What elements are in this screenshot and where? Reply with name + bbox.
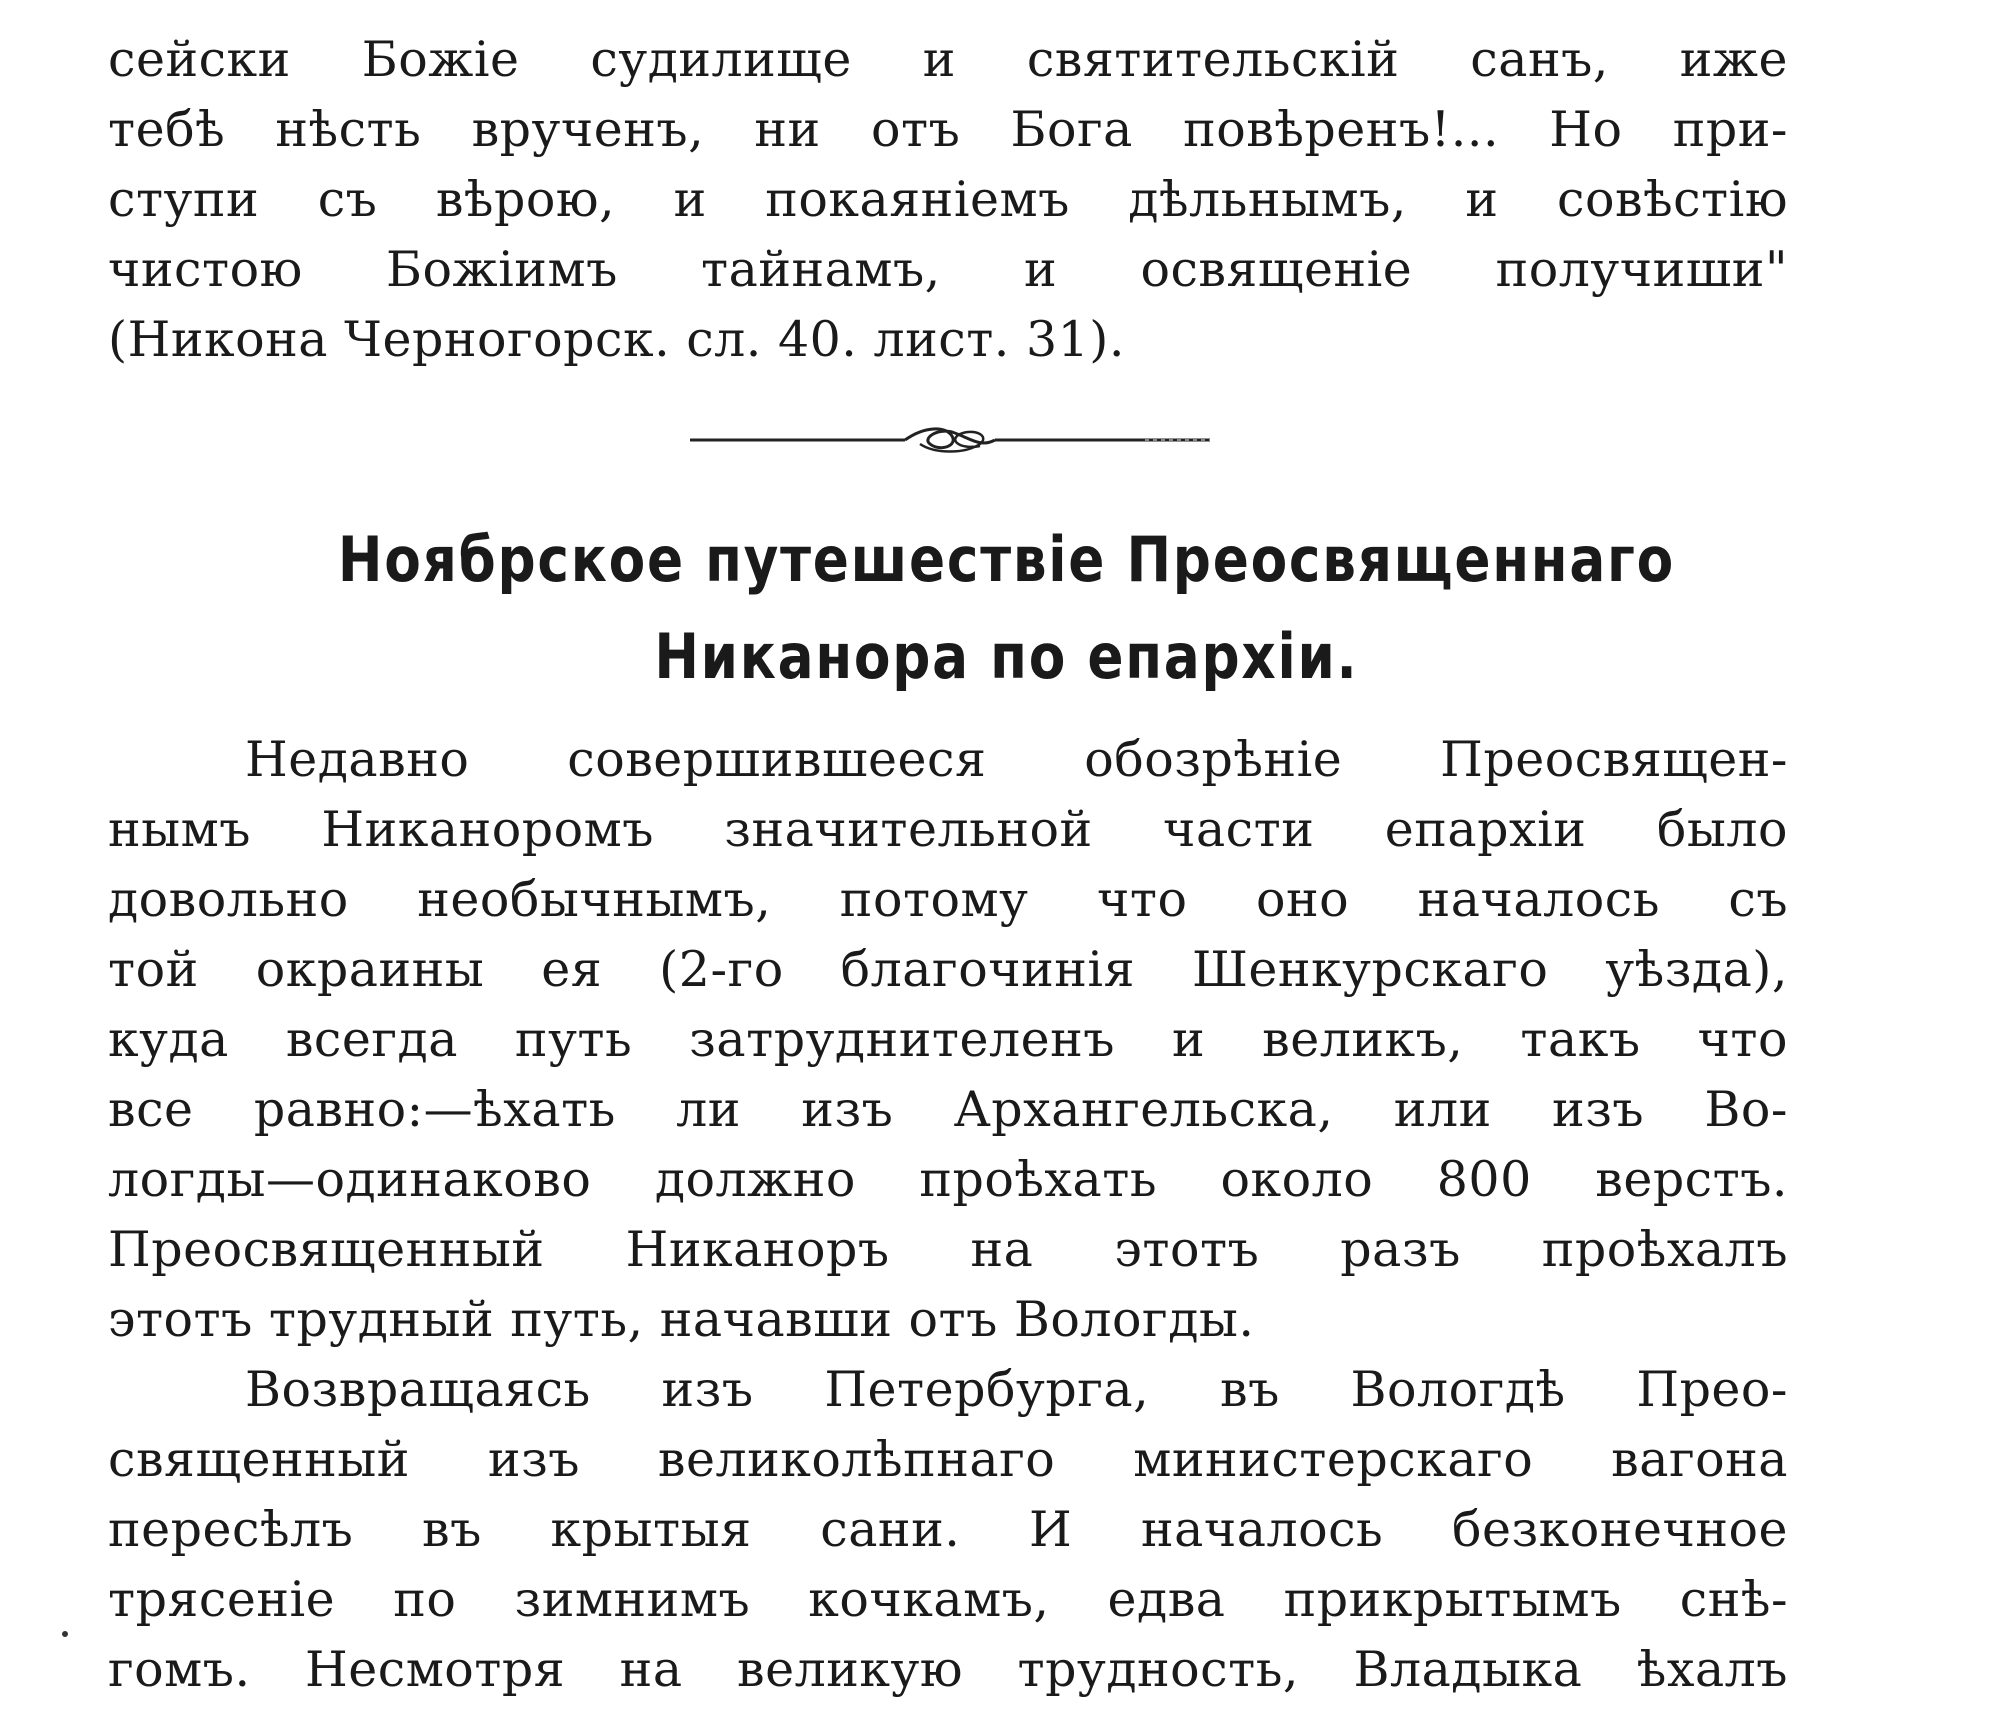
text-line: Недавно совершившееся обозрѣніе Преосвящен- xyxy=(245,731,1788,788)
article-title-line-1: Ноябрское путешествіе Преосвященнаго xyxy=(337,523,1675,596)
text-line: той окраины ея (2-го благочинія Шенкурскаго уѣзда), xyxy=(108,941,1788,998)
text-line: довольно необычнымъ, потому что оно началось съ xyxy=(108,871,1788,928)
text-line: все равно:—ѣхать ли изъ Архангельска, или изъ Во- xyxy=(108,1081,1788,1138)
article-title-line-2: Никанора по епархіи. xyxy=(654,620,1359,693)
text-line: Возвращаясь изъ Петербурга, въ Вологдѣ Прео- xyxy=(245,1361,1788,1418)
text-line: трясеніе по зимнимъ кочкамъ, едва прикрытымъ снѣ- xyxy=(108,1571,1788,1628)
text-line: куда всегда путь затруднителенъ и великъ, такъ что xyxy=(108,1011,1788,1068)
text-line: гомъ. Несмотря на великую трудность, Владыка ѣхалъ xyxy=(108,1641,1788,1698)
text-line: тебѣ нѣсть врученъ, ни отъ Бога повѣренъ!... Но при- xyxy=(108,101,1788,158)
ink-speck xyxy=(62,1631,68,1637)
divider-ornament xyxy=(690,418,1210,462)
text-line: пересѣлъ въ крытыя сани. И началось безконечное xyxy=(108,1501,1788,1558)
text-line: (Никона Черногорск. сл. 40. лист. 31). xyxy=(108,311,1125,368)
text-line: сейски Божіе судилище и святительскій санъ, иже xyxy=(108,31,1788,88)
text-line: нымъ Никаноромъ значительной части епархіи было xyxy=(108,801,1788,858)
text-line: этотъ трудный путь, начавши отъ Вологды. xyxy=(108,1291,1255,1348)
text-line: Преосвященный Никаноръ на этотъ разъ проѣхалъ xyxy=(108,1221,1788,1278)
text-line: ступи съ вѣрою, и покаяніемъ дѣльнымъ, и совѣстію xyxy=(108,171,1788,228)
text-line: логды—одинаково должно проѣхать около 800 верстъ. xyxy=(108,1151,1788,1208)
text-line: священный изъ великолѣпнаго министерскаго вагона xyxy=(108,1431,1788,1488)
text-line: чистою Божіимъ тайнамъ, и освященіе получиши" xyxy=(108,241,1788,298)
